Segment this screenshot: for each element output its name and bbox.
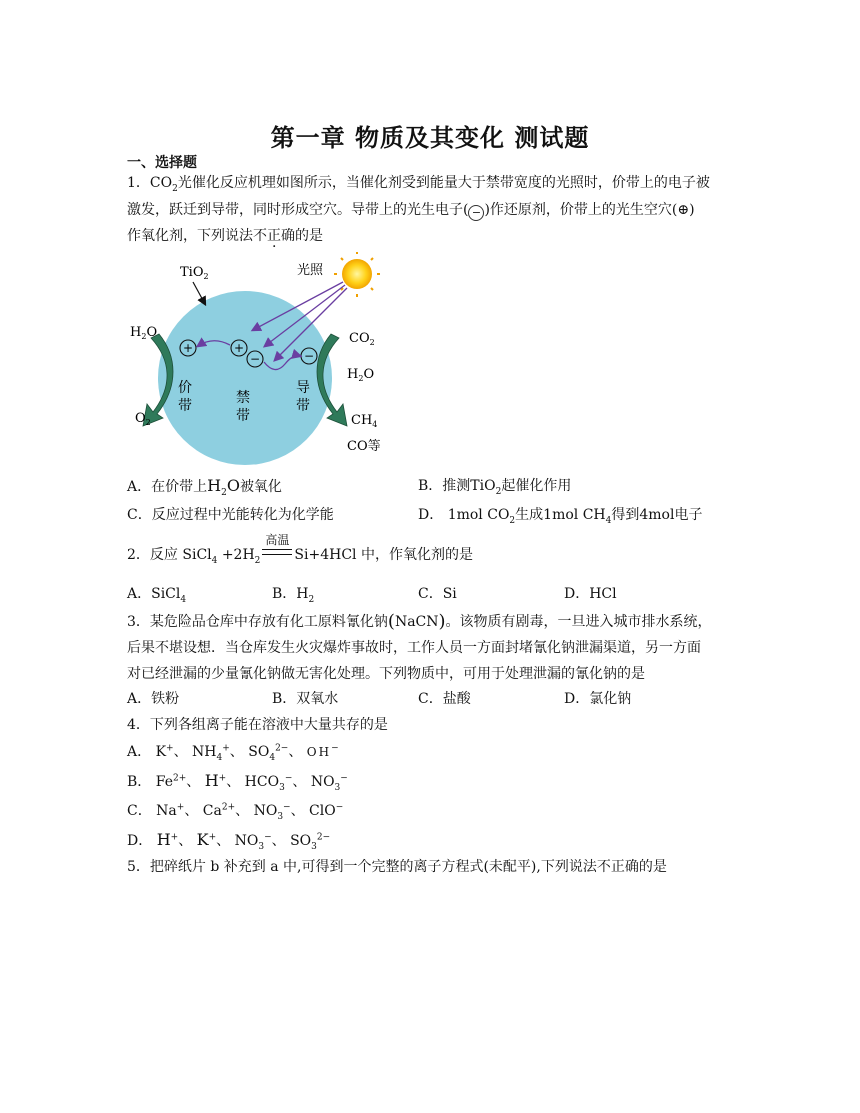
q3-option-c: C．盐酸 [418, 691, 471, 707]
q4-option-a-label: A． [127, 744, 152, 760]
ion-oh-charge: − [331, 743, 339, 754]
left-h2o-label: $H_2O$ [130, 325, 158, 341]
sep: 、 [226, 774, 241, 790]
sep: 、 [229, 744, 244, 760]
q1-option-a-rest: 被氧化 [239, 479, 282, 495]
q1-option-b-sub: 2 [495, 486, 502, 497]
tio2-pointer [193, 282, 205, 304]
ion-so3-charge: 2− [316, 832, 331, 843]
sep: 、 [235, 803, 250, 819]
ion-no3-charge: − [283, 802, 291, 813]
q1-option-d-f: 电子 [674, 507, 703, 523]
q3-line1 [127, 612, 712, 632]
q3-option-d: D．氯化钠 [564, 691, 632, 707]
q2-number: 2． [127, 547, 150, 563]
q4-option-b-label: B． [127, 774, 152, 790]
q2-b: +2H [217, 547, 255, 563]
sep: 、 [290, 803, 305, 819]
ion-no3-sub: 3 [334, 782, 341, 793]
q1-option-d-d: 得到 [611, 507, 640, 523]
ion-no3: NO [310, 774, 335, 790]
q1-option-a-h: H [207, 476, 222, 495]
q2-option-b-text: B．H [272, 586, 309, 602]
q1-option-d-e: 4mol [639, 507, 675, 523]
q1-option-d-sub2: 4 [605, 515, 612, 526]
q1-line3-b: 确的是 [281, 228, 323, 244]
ion-so4: SO [248, 744, 270, 760]
ion-k: K [196, 830, 209, 849]
ion-no3-sub: 3 [277, 811, 284, 822]
paren-open: ( [387, 611, 395, 632]
ion-so4-sub: 4 [269, 752, 276, 763]
ion-h: H [204, 771, 219, 790]
sep: 、 [178, 833, 193, 849]
q1-co2: CO [149, 175, 173, 191]
sep: 、 [292, 774, 307, 790]
ion-hco3-charge: − [284, 773, 293, 784]
ion-oh: OH [306, 745, 332, 759]
photocatalysis-diagram [125, 252, 390, 472]
ion-so3-sub: 3 [311, 841, 317, 852]
q1-line1-text: 光催化反应机理如图所示，当催化剂受到能量大于禁带宽度的光照时，价带上的电子被 [177, 175, 710, 191]
sep: 、 [173, 744, 188, 760]
ion-k-charge: + [166, 743, 174, 754]
ion-nh4: NH [192, 744, 217, 760]
q4-stem: 4．下列各组离子能在溶液中大量共存的是 [127, 717, 388, 733]
q3-option-b: B．双氧水 [272, 691, 339, 707]
ion-ca: Ca [202, 803, 222, 819]
q1-option-d [418, 505, 702, 525]
q4-option-c-label: C． [127, 803, 152, 819]
q2-option-d: D．HCl [564, 586, 617, 602]
ion-no3-charge: − [264, 832, 272, 843]
co-etc-label: CO等 [347, 439, 381, 454]
sep: 、 [186, 774, 201, 790]
q1-option-a-label: A．在价带上 [127, 479, 208, 495]
q3-line2: 后果不堪设想．当仓库发生火灾爆炸事故时，工作人员一方面封堵氰化钠泄漏渠道，另一方面 [127, 640, 701, 656]
ion-na-charge: + [176, 802, 185, 813]
q1-option-b-rest: 起催化作用 [501, 478, 572, 494]
forbidden-band-label-1: 禁 [236, 390, 250, 406]
ch4-label: $CH_4$ [351, 413, 378, 429]
paren-close: ) [438, 611, 446, 632]
right-co2-label: $CO_2$ [349, 331, 375, 347]
q3-line3: 对已经泄漏的少量氰化钠做无害化处理。下列物质中，可用于处理泄漏的氰化钠的是 [127, 666, 645, 682]
q1-line3-a: 作氧化剂，下列说法不 [127, 228, 267, 244]
ion-so4-charge: 2− [275, 743, 289, 754]
q1-option-d-b: 生成 [515, 507, 544, 523]
q1-option-d-label: D． [418, 507, 444, 523]
right-h2o-label: $H_2O$ [347, 367, 375, 383]
ion-no3: NO [234, 833, 259, 849]
q1-line2-b: )作还原剂，价带上的光生空穴(⊕) [484, 202, 695, 218]
ion-fe-charge: 2+ [172, 773, 187, 784]
valence-band-label-1: 价 [178, 380, 192, 396]
ion-hco3-sub: 3 [279, 782, 285, 793]
q2-c: Si+4HCl 中，作氧化剂的是 [294, 547, 473, 563]
q3-line1-b: 。该物质有剧毒，一旦进入城市排水系统， [445, 614, 712, 630]
q2-option-a-text: A．SiCl [127, 586, 181, 602]
valence-band-label-2: 带 [178, 398, 192, 414]
sep: 、 [184, 803, 199, 819]
q3-option-a: A．铁粉 [127, 691, 180, 707]
ion-ca-charge: 2+ [221, 802, 236, 813]
q3-line1-a: 某危险品仓库中存放有化工原料氰化钠 [149, 614, 388, 630]
q1-option-b-label: B．推测 [418, 478, 471, 494]
sun-icon [334, 252, 380, 297]
q1-option-d-a: 1mol CO [447, 507, 510, 523]
tio2-particle [158, 291, 332, 465]
ion-no3: NO [253, 803, 278, 819]
ion-no3-charge: − [340, 773, 348, 784]
ion-nh4-sub: 4 [216, 752, 223, 763]
q4-option-c [127, 801, 343, 821]
electron-icon: − [468, 205, 484, 221]
q1-option-c: C．反应过程中光能转化为化学能 [127, 507, 334, 523]
q2-option-b [272, 584, 314, 604]
q5-stem: 5．把碎纸片 b 补充到 a 中,可得到一个完整的离子方程式(未配平),下列说法不正确的是 [127, 859, 667, 875]
q1-option-d-c: 1mol CH [543, 507, 606, 523]
q4-option-d [127, 830, 330, 851]
reaction-condition-text: 高温 [265, 533, 290, 547]
svg-text:−: − [303, 349, 315, 363]
q1-line1 [127, 173, 710, 193]
conduction-band-label-1: 导 [296, 380, 310, 396]
q4-option-d-label: D． [127, 833, 153, 849]
reaction-condition [260, 533, 294, 565]
q1-option-b [418, 476, 571, 496]
ion-h-charge: + [170, 832, 179, 843]
ion-clo-charge: − [335, 802, 344, 813]
o2-label: $O_2$ [135, 411, 151, 427]
ion-nh4-charge: + [222, 743, 230, 754]
q2-option-c: C．Si [418, 586, 457, 602]
svg-text:+: + [182, 341, 194, 355]
ion-h: H [156, 830, 171, 849]
q1-option-a-o: O [226, 476, 240, 495]
sep: 、 [216, 833, 231, 849]
tio2-label: TiO$_2$ [180, 265, 209, 281]
q2-option-a-sub: 4 [180, 594, 187, 605]
q4-option-b [127, 771, 348, 792]
conduction-band-label-2: 带 [296, 398, 310, 414]
q3-number: 3． [127, 614, 150, 630]
ion-k-charge: + [208, 832, 217, 843]
q4-option-a [127, 742, 339, 762]
q2-sub2: 2 [254, 555, 261, 566]
ion-na: Na [156, 803, 177, 819]
sep: 、 [288, 744, 303, 760]
q1-line3 [127, 226, 323, 246]
emphasis-dot-char: 正 [267, 228, 281, 244]
q1-option-a-sub: 2 [221, 487, 227, 498]
q1-line2 [127, 200, 695, 221]
q1-option-d-sub1: 2 [509, 515, 516, 526]
ion-clo: ClO [309, 803, 336, 819]
ion-so3: SO [290, 833, 312, 849]
q1-line2-a: 激发，跃迁到导带，同时形成空穴。导带上的光生电子( [127, 202, 469, 218]
q2-option-a [127, 584, 186, 604]
forbidden-band-label-2: 带 [236, 408, 250, 424]
ion-fe: Fe [155, 774, 173, 790]
ion-no3-sub: 3 [258, 841, 265, 852]
q1-option-b-tio: TiO [470, 478, 496, 494]
q2-stem [127, 533, 473, 566]
q1-option-a [127, 476, 282, 497]
q2-sub4: 4 [211, 555, 218, 566]
q1-number: 1． [127, 175, 150, 191]
svg-text:−: − [249, 352, 261, 366]
page-title: 第一章 物质及其变化 测试题 [270, 123, 590, 152]
ion-k: K [155, 744, 167, 760]
ion-h-charge: + [218, 773, 227, 784]
svg-text:+: + [233, 341, 245, 355]
q1-co2-sub: 2 [172, 183, 178, 194]
sep: 、 [271, 833, 286, 849]
q2-a: 反应 SiCl [149, 547, 212, 563]
light-label: 光照 [297, 263, 324, 278]
section-heading: 一、选择题 [127, 155, 197, 171]
q2-option-b-sub: 2 [308, 594, 315, 605]
ion-hco3: HCO [244, 774, 280, 790]
q3-nacn: NaCN [394, 614, 439, 630]
